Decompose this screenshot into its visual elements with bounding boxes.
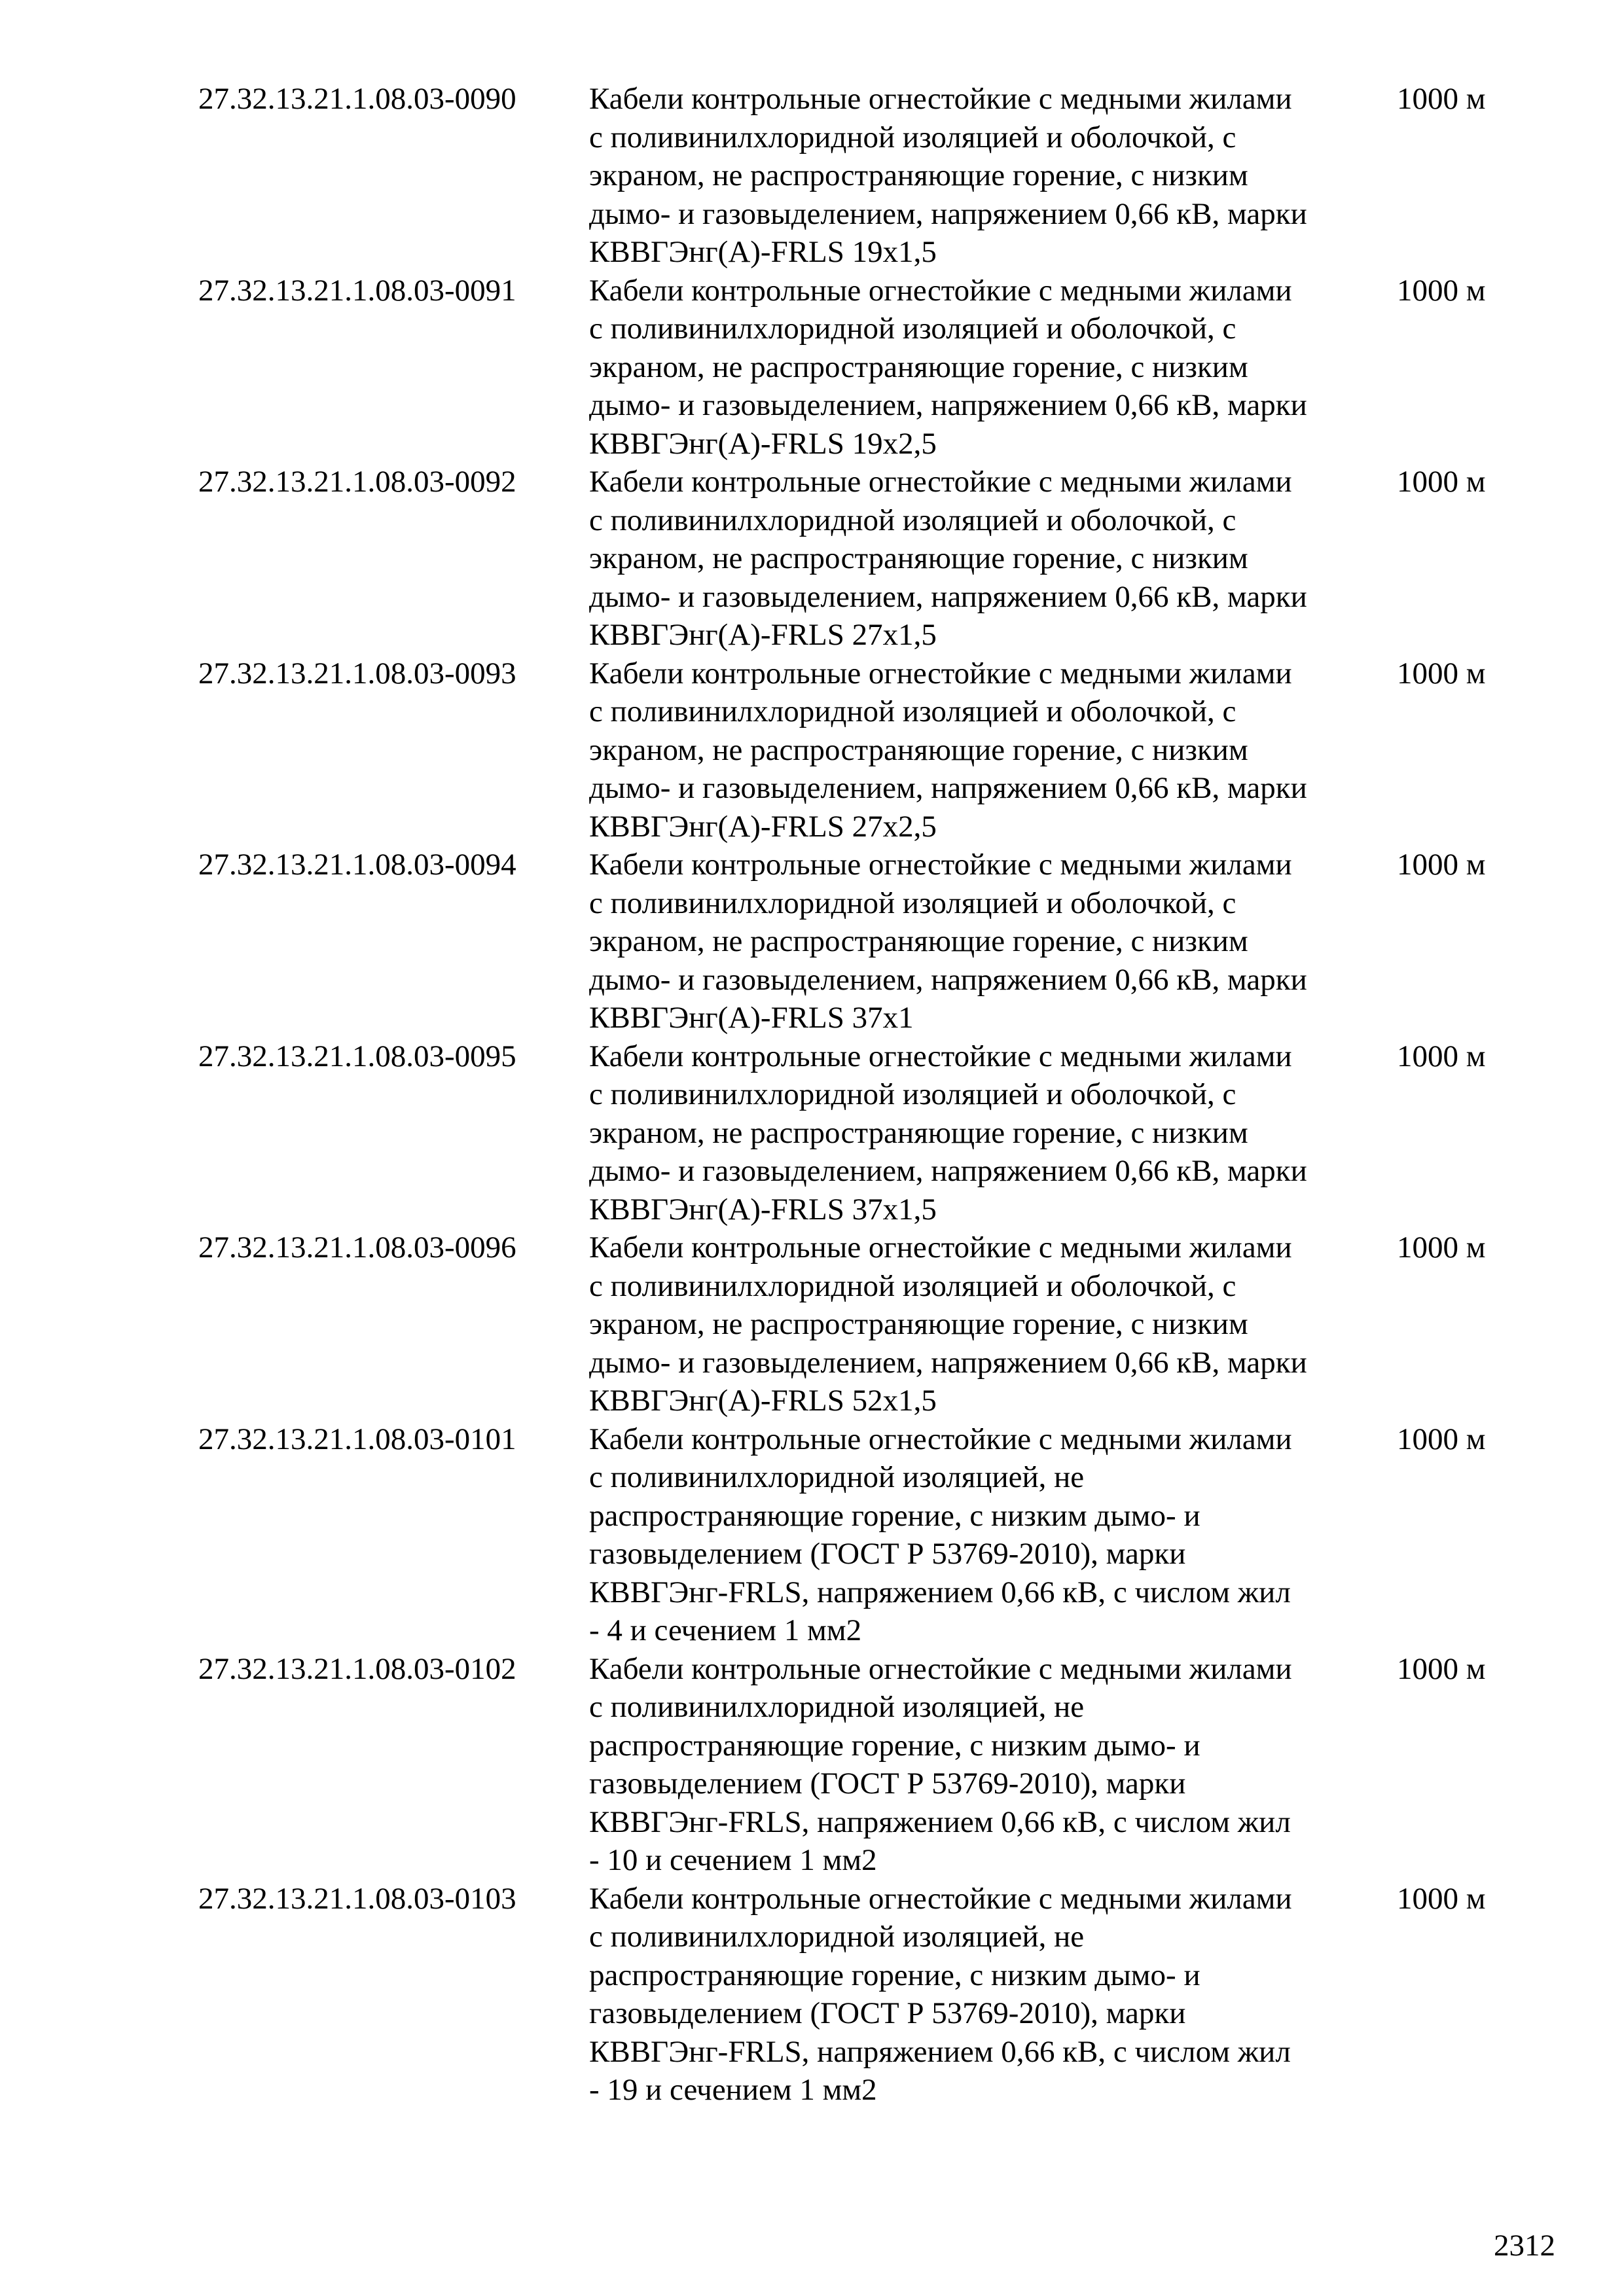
resource-code: 27.32.13.21.1.08.03-0092 bbox=[198, 465, 516, 499]
resource-description: Кабели контрольные огнестойкие с медными жилами с поливинилхлоридной изоляцией, не распространяющие горение, с низким дымо- и газовыделением (ГОСТ Р 53769-2010), марки КВВГЭнг-FRLS, напряжением 0,66 кВ, с числом жил - 19 и сечением 1 мм2 bbox=[589, 1881, 1292, 2107]
resource-description: Кабели контрольные огнестойкие с медными жилами с поливинилхлоридной изоляцией и оболочкой, с экраном, не распространяющие горение, с низким дымо- и газовыделением, напряжением 0,66 кВ, марки КВВГЭнг(А)-FRLS 37х1,5 bbox=[589, 1039, 1307, 1227]
resource-unit: 1000 м bbox=[1397, 1651, 1486, 1686]
list-item bbox=[198, 655, 1486, 846]
resource-code: 27.32.13.21.1.08.03-0101 bbox=[198, 1422, 516, 1456]
resource-unit: 1000 м bbox=[1397, 1881, 1486, 1916]
page-number: 2312 bbox=[1494, 2229, 1555, 2263]
resource-description: Кабели контрольные огнестойкие с медными жилами с поливинилхлоридной изоляцией и оболочкой, с экраном, не распространяющие горение, с низким дымо- и газовыделением, напряжением 0,66 кВ, марки КВВГЭнг(А)-FRLS 37х1 bbox=[589, 848, 1307, 1035]
list-item bbox=[198, 1880, 1486, 2109]
resource-description: Кабели контрольные огнестойкие с медными жилами с поливинилхлоридной изоляцией и оболочкой, с экраном, не распространяющие горение, с низким дымо- и газовыделением, напряжением 0,66 кВ, марки КВВГЭнг(А)-FRLS 19х1,5 bbox=[589, 82, 1307, 269]
resource-code: 27.32.13.21.1.08.03-0093 bbox=[198, 656, 516, 691]
list-item bbox=[198, 846, 1486, 1037]
list-item bbox=[198, 272, 1486, 463]
resource-unit: 1000 м bbox=[1397, 656, 1486, 691]
resource-unit: 1000 м bbox=[1397, 1422, 1486, 1456]
resource-code: 27.32.13.21.1.08.03-0102 bbox=[198, 1651, 516, 1686]
resource-code: 27.32.13.21.1.08.03-0095 bbox=[198, 1039, 516, 1073]
list-item bbox=[198, 1650, 1486, 1880]
list-item bbox=[198, 1037, 1486, 1229]
resource-description: Кабели контрольные огнестойкие с медными жилами с поливинилхлоридной изоляцией, не распространяющие горение, с низким дымо- и газовыделением (ГОСТ Р 53769-2010), марки КВВГЭнг-FRLS, напряжением 0,66 кВ, с числом жил - 10 и сечением 1 мм2 bbox=[589, 1651, 1292, 1877]
list-item bbox=[198, 80, 1486, 272]
resource-code: 27.32.13.21.1.08.03-0091 bbox=[198, 273, 516, 308]
list-item bbox=[198, 1420, 1486, 1650]
resource-code: 27.32.13.21.1.08.03-0103 bbox=[198, 1881, 516, 1916]
list-item bbox=[198, 1229, 1486, 1420]
resource-unit: 1000 м bbox=[1397, 1230, 1486, 1265]
resource-unit: 1000 м bbox=[1397, 465, 1486, 499]
resource-code: 27.32.13.21.1.08.03-0096 bbox=[198, 1230, 516, 1265]
resource-description: Кабели контрольные огнестойкие с медными жилами с поливинилхлоридной изоляцией, не распространяющие горение, с низким дымо- и газовыделением (ГОСТ Р 53769-2010), марки КВВГЭнг-FRLS, напряжением 0,66 кВ, с числом жил - 4 и сечением 1 мм2 bbox=[589, 1422, 1292, 1647]
resource-unit: 1000 м bbox=[1397, 82, 1486, 116]
resource-description: Кабели контрольные огнестойкие с медными жилами с поливинилхлоридной изоляцией и оболочкой, с экраном, не распространяющие горение, с низким дымо- и газовыделением, напряжением 0,66 кВ, марки КВВГЭнг(А)-FRLS 27х2,5 bbox=[589, 656, 1307, 844]
resource-unit: 1000 м bbox=[1397, 1039, 1486, 1073]
resource-list bbox=[198, 80, 1486, 2109]
resource-description: Кабели контрольные огнестойкие с медными жилами с поливинилхлоридной изоляцией и оболочкой, с экраном, не распространяющие горение, с низким дымо- и газовыделением, напряжением 0,66 кВ, марки КВВГЭнг(А)-FRLS 52х1,5 bbox=[589, 1230, 1307, 1418]
list-item bbox=[198, 463, 1486, 655]
resource-code: 27.32.13.21.1.08.03-0090 bbox=[198, 82, 516, 116]
resource-description: Кабели контрольные огнестойкие с медными жилами с поливинилхлоридной изоляцией и оболочкой, с экраном, не распространяющие горение, с низким дымо- и газовыделением, напряжением 0,66 кВ, марки КВВГЭнг(А)-FRLS 19х2,5 bbox=[589, 273, 1307, 461]
resource-unit: 1000 м bbox=[1397, 848, 1486, 882]
resource-code: 27.32.13.21.1.08.03-0094 bbox=[198, 848, 516, 882]
resource-unit: 1000 м bbox=[1397, 273, 1486, 308]
resource-description: Кабели контрольные огнестойкие с медными жилами с поливинилхлоридной изоляцией и оболочкой, с экраном, не распространяющие горение, с низким дымо- и газовыделением, напряжением 0,66 кВ, марки КВВГЭнг(А)-FRLS 27х1,5 bbox=[589, 465, 1307, 652]
